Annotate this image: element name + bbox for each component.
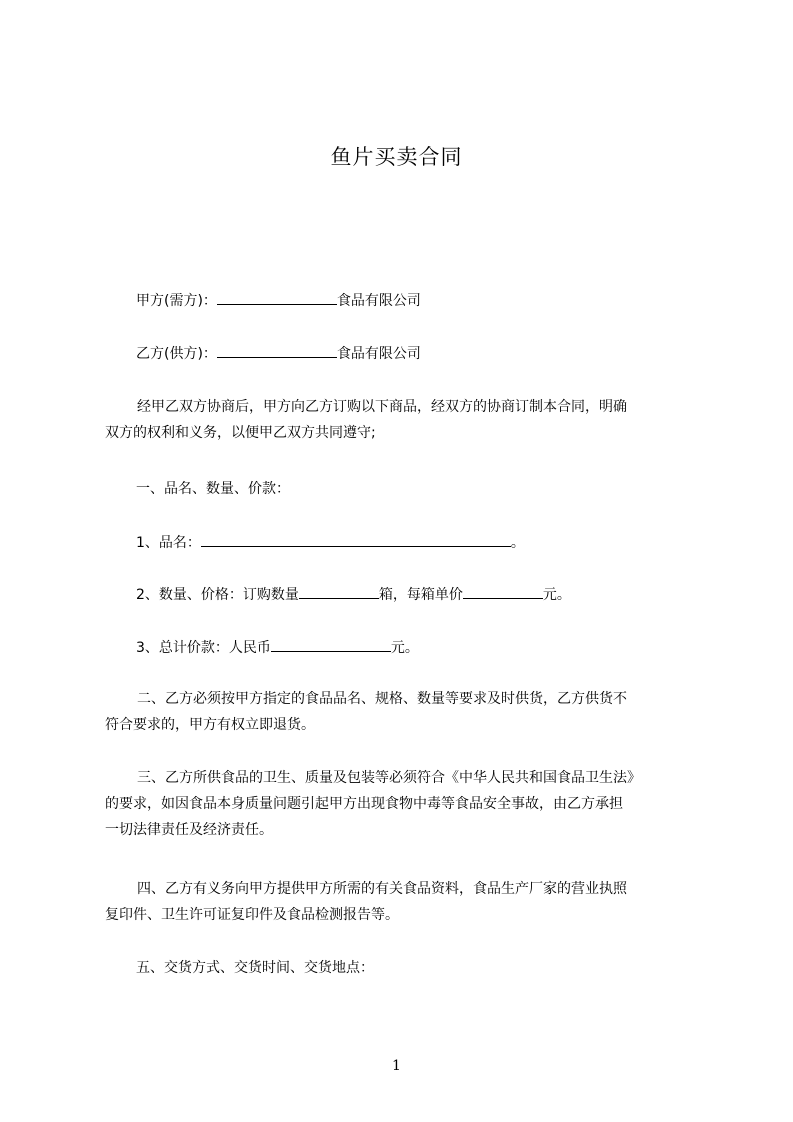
item-3-end: 元。 [390, 640, 419, 656]
item-2-mid: 箱，每箱单价 [378, 587, 463, 603]
section-5-heading: 五、交货方式、交货时间、交货地点： [136, 960, 374, 976]
unit-price-blank[interactable] [463, 584, 543, 599]
party-a-name-blank[interactable] [217, 290, 337, 305]
party-a-suffix: 食品有限公司 [336, 293, 421, 309]
item-2-label: 2、数量、价格：订购数量 [136, 587, 299, 603]
section-3-line-1: 三、乙方所供食品的卫生、质量及包装等必须符合《中华人民共和国食品卫生法》 [137, 770, 641, 786]
intro-line-1: 经甲乙双方协商后，甲方向乙方订购以下商品，经双方的协商订制本合同，明确 [137, 399, 627, 415]
party-b-label: 乙方(供方)： [136, 346, 217, 362]
section-3-paragraph [105, 765, 701, 843]
item-1-line [136, 532, 525, 553]
item-3-line [136, 637, 419, 658]
item-2-end: 元。 [542, 587, 571, 603]
total-price-blank[interactable] [271, 637, 391, 652]
party-a-label: 甲方(需方)： [136, 293, 217, 309]
section-3-line-2: 的要求，如因食品本身质量问题引起甲方出现食物中毒等食品安全事故，由乙方承担 [105, 796, 623, 812]
section-3-line-3: 一切法律责任及经济责任。 [105, 822, 273, 838]
item-1-label: 1、品名： [136, 535, 201, 551]
document-title: 鱼片买卖合同 [330, 145, 463, 169]
section-1-heading: 一、品名、数量、价款： [136, 481, 290, 497]
item-2-line [136, 584, 571, 605]
section-2-line-1: 二、乙方必须按甲方指定的食品品名、规格、数量等要求及时供货，乙方供货不 [137, 691, 627, 707]
party-b-line [136, 343, 421, 364]
party-a-line [136, 290, 421, 311]
intro-paragraph [105, 394, 701, 446]
product-name-blank[interactable] [201, 532, 511, 547]
section-4-line-2: 复印件、卫生许可证复印件及食品检测报告等。 [105, 907, 399, 923]
party-b-suffix: 食品有限公司 [336, 346, 421, 362]
section-2-line-2: 符合要求的，甲方有权立即退货。 [105, 717, 315, 733]
page-number: 1 [392, 1058, 401, 1074]
section-4-paragraph [105, 876, 701, 928]
item-1-end: 。 [510, 535, 525, 551]
intro-line-2: 双方的权利和义务，以便甲乙双方共同遵守; [105, 425, 376, 441]
party-b-name-blank[interactable] [217, 343, 337, 358]
section-4-line-1: 四、乙方有义务向甲方提供甲方所需的有关食品资料，食品生产厂家的营业执照 [137, 881, 627, 897]
item-3-label: 3、总计价款：人民币 [136, 640, 271, 656]
quantity-blank[interactable] [299, 584, 379, 599]
section-2-paragraph [105, 686, 701, 738]
